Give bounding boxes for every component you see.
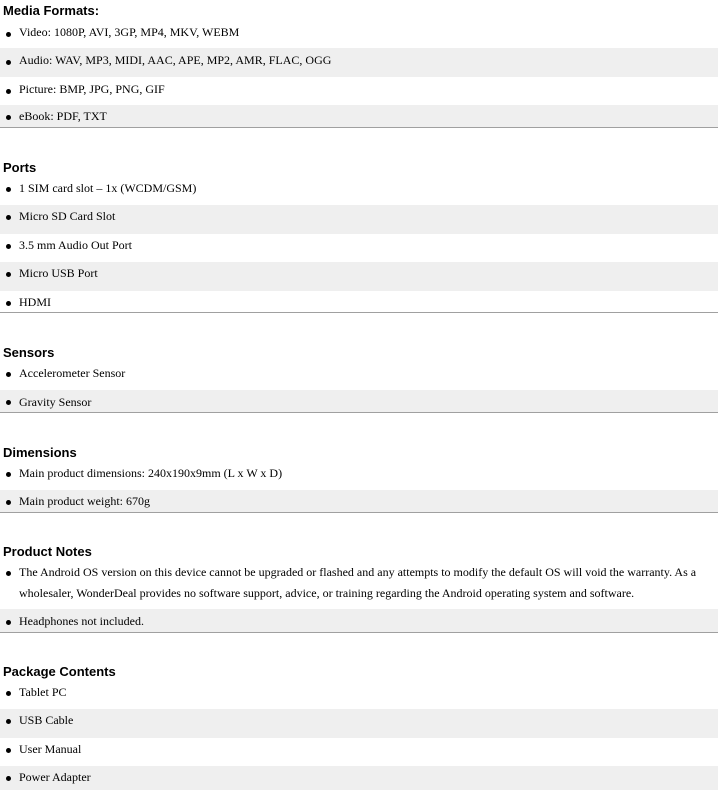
list-item	[0, 234, 718, 262]
list-item-text: 1 SIM card slot – 1x (WCDM/GSM)	[19, 181, 197, 195]
list-item-text: USB Cable	[19, 713, 74, 727]
bullet-icon	[6, 691, 11, 696]
list-item-text: Power Adapter	[19, 770, 91, 784]
list-item	[0, 20, 718, 48]
list-item	[0, 561, 718, 609]
section-title: Product Notes	[3, 544, 92, 559]
list-item	[0, 362, 718, 390]
list-item	[0, 48, 718, 77]
section-title: Package Contents	[3, 664, 116, 679]
list-item	[0, 105, 718, 128]
section-title: Sensors	[3, 345, 55, 360]
list-item-text: Accelerometer Sensor	[19, 366, 126, 380]
list-item-text: Main product dimensions: 240x190x9mm (L x W x D)	[19, 466, 283, 480]
bullet-icon	[6, 776, 11, 781]
list-item-text: Gravity Sensor	[19, 395, 92, 409]
bullet-icon	[6, 89, 11, 94]
list-item-text: Micro USB Port	[19, 266, 98, 280]
list-item	[0, 262, 718, 291]
section-title: Ports	[3, 160, 37, 175]
bullet-icon	[6, 187, 11, 192]
list-item-text: Audio: WAV, MP3, MIDI, AAC, APE, MP2, AMR, FLAC, OGG	[19, 53, 332, 67]
list-item-text: eBook: PDF, TXT	[19, 109, 107, 123]
bullet-icon	[6, 500, 11, 505]
bullet-icon	[6, 32, 11, 37]
list-item-text: Video: 1080P, AVI, 3GP, MP4, MKV, WEBM	[19, 25, 240, 39]
bullet-icon	[6, 719, 11, 724]
list-item	[0, 766, 718, 790]
bullet-icon	[6, 215, 11, 220]
list-item-text: Tablet PC	[19, 685, 67, 699]
bullet-icon	[6, 748, 11, 753]
list-item	[0, 177, 718, 205]
bullet-icon	[6, 400, 11, 405]
list-item	[0, 490, 718, 513]
list-item-text: The Android OS version on this device cannot be upgraded or flashed and any attempts to modify the default OS will void the warranty. As a wholesaler, WonderDeal provides no software support, advice, or training regarding the Android operating system and software.	[19, 565, 697, 600]
bullet-icon	[6, 115, 11, 120]
list-item	[0, 709, 718, 738]
list-item	[0, 462, 718, 490]
list-item	[0, 738, 718, 766]
list-item	[0, 291, 718, 313]
list-item	[0, 77, 718, 105]
list-item-text: Micro SD Card Slot	[19, 209, 116, 223]
section-title: Media Formats:	[3, 3, 100, 18]
list-item-text: Main product weight: 670g	[19, 494, 150, 508]
list-item	[0, 681, 718, 709]
list-item-text: User Manual	[19, 742, 82, 756]
bullet-icon	[6, 272, 11, 277]
bullet-icon	[6, 301, 11, 306]
list-item-text: Picture: BMP, JPG, PNG, GIF	[19, 82, 165, 96]
list-item	[0, 390, 718, 413]
bullet-icon	[6, 60, 11, 65]
section-title: Dimensions	[3, 445, 77, 460]
list-item	[0, 205, 718, 234]
bullet-icon	[6, 244, 11, 249]
list-item-text: 3.5 mm Audio Out Port	[19, 238, 133, 252]
list-item-text: Headphones not included.	[19, 614, 144, 628]
list-item	[0, 609, 718, 633]
bullet-icon	[6, 372, 11, 377]
bullet-icon	[6, 620, 11, 625]
bullet-icon	[6, 571, 11, 576]
bullet-icon	[6, 472, 11, 477]
list-item-text: HDMI	[19, 295, 51, 309]
